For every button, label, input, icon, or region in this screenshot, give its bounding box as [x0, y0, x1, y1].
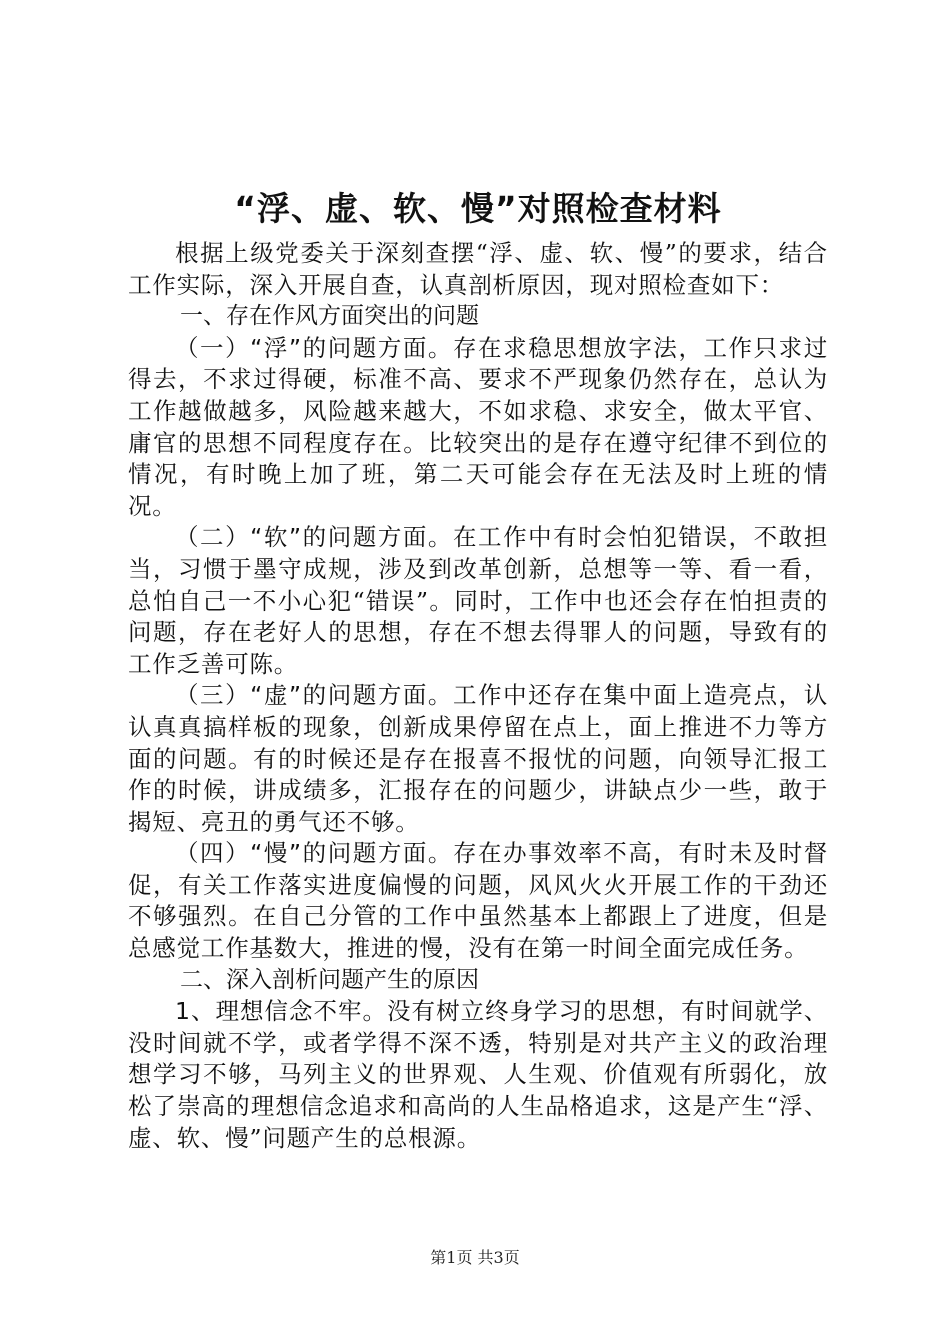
section-2-item-1	[128, 996, 828, 1154]
document-title: “浮、虚、软、慢”对照检查材料	[234, 189, 722, 228]
section-2-heading: 二、深入剖析问题产生的原因	[180, 966, 479, 993]
item-text: 存在求稳思想放字法，工作只求过得去，不求过得硬，标准不高、要求不严现象仍然存在，总认为工作越做越多，风险越来越大，不如求稳、求安全，做太平官、庸官的思想不同程度存在。比较突出的是存在遵守纪律不到位的情况，有时晚上加了班，第二天可能会存在无法及时上班的情况。	[128, 333, 829, 520]
item-text: 没有树立终身学习的思想，有时间就学、没时间就不学，或者学得不深不透，特别是对共产主义的政治理想学习不够，马列主义的世界观、人生观、价值观有所弱化，放松了崇高的理想信念追求和高尚的人生品格追求，这是产生“浮、虚、软、慢”问题产生的总根源。	[128, 997, 829, 1152]
item-lead: （二）“软”的问题方面。	[175, 523, 453, 552]
item-lead: 1、理想信念不牢。	[175, 997, 388, 1026]
section-1-heading: 一、存在作风方面突出的问题	[180, 303, 479, 330]
item-lead: （一）“浮”的问题方面。	[175, 333, 453, 362]
section-1-item-3	[128, 680, 828, 838]
item-text: 工作中还存在集中面上造亮点，认认真真搞样板的现象，创新成果停留在点上，面上推进不力等方面的问题。有的时候还是存在报喜不报忧的问题，向领导汇报工作的时候，讲成绩多，汇报存在的问题少，讲缺点少一些，敢于揭短、亮丑的勇气还不够。	[128, 681, 829, 836]
intro-paragraph: 根据上级党委关于深刻查摆“浮、虚、软、慢”的要求，结合工作实际，深入开展自查，认真剖析原因，现对照检查如下：	[128, 239, 828, 299]
document-page	[128, 180, 828, 1154]
page-footer: 第1页 共3页	[430, 1248, 520, 1267]
section-1-item-1	[128, 333, 828, 523]
item-text: 存在办事效率不高，有时未及时督促，有关工作落实进度偏慢的问题，风风火火开展工作的干劲还不够强烈。在自己分管的工作中虽然基本上都跟上了进度，但是总感觉工作基数大，推进的慢，没有在第一时间全面完成任务。	[128, 839, 829, 963]
section-1-item-4	[128, 838, 828, 964]
item-text: 在工作中有时会怕犯错误，不敢担当，习惯于墨守成规，涉及到改革创新，总想等一等、看一看，总怕自己一不小心犯“错误”。同时，工作中也还会存在怕担责的问题，存在老好人的思想，存在不想去得罪人的问题，导致有的工作乏善可陈。	[128, 523, 829, 678]
item-lead: （四）“慢”的问题方面。	[175, 839, 453, 868]
item-lead: （三）“虚”的问题方面。	[175, 681, 453, 710]
section-1-item-2	[128, 522, 828, 680]
